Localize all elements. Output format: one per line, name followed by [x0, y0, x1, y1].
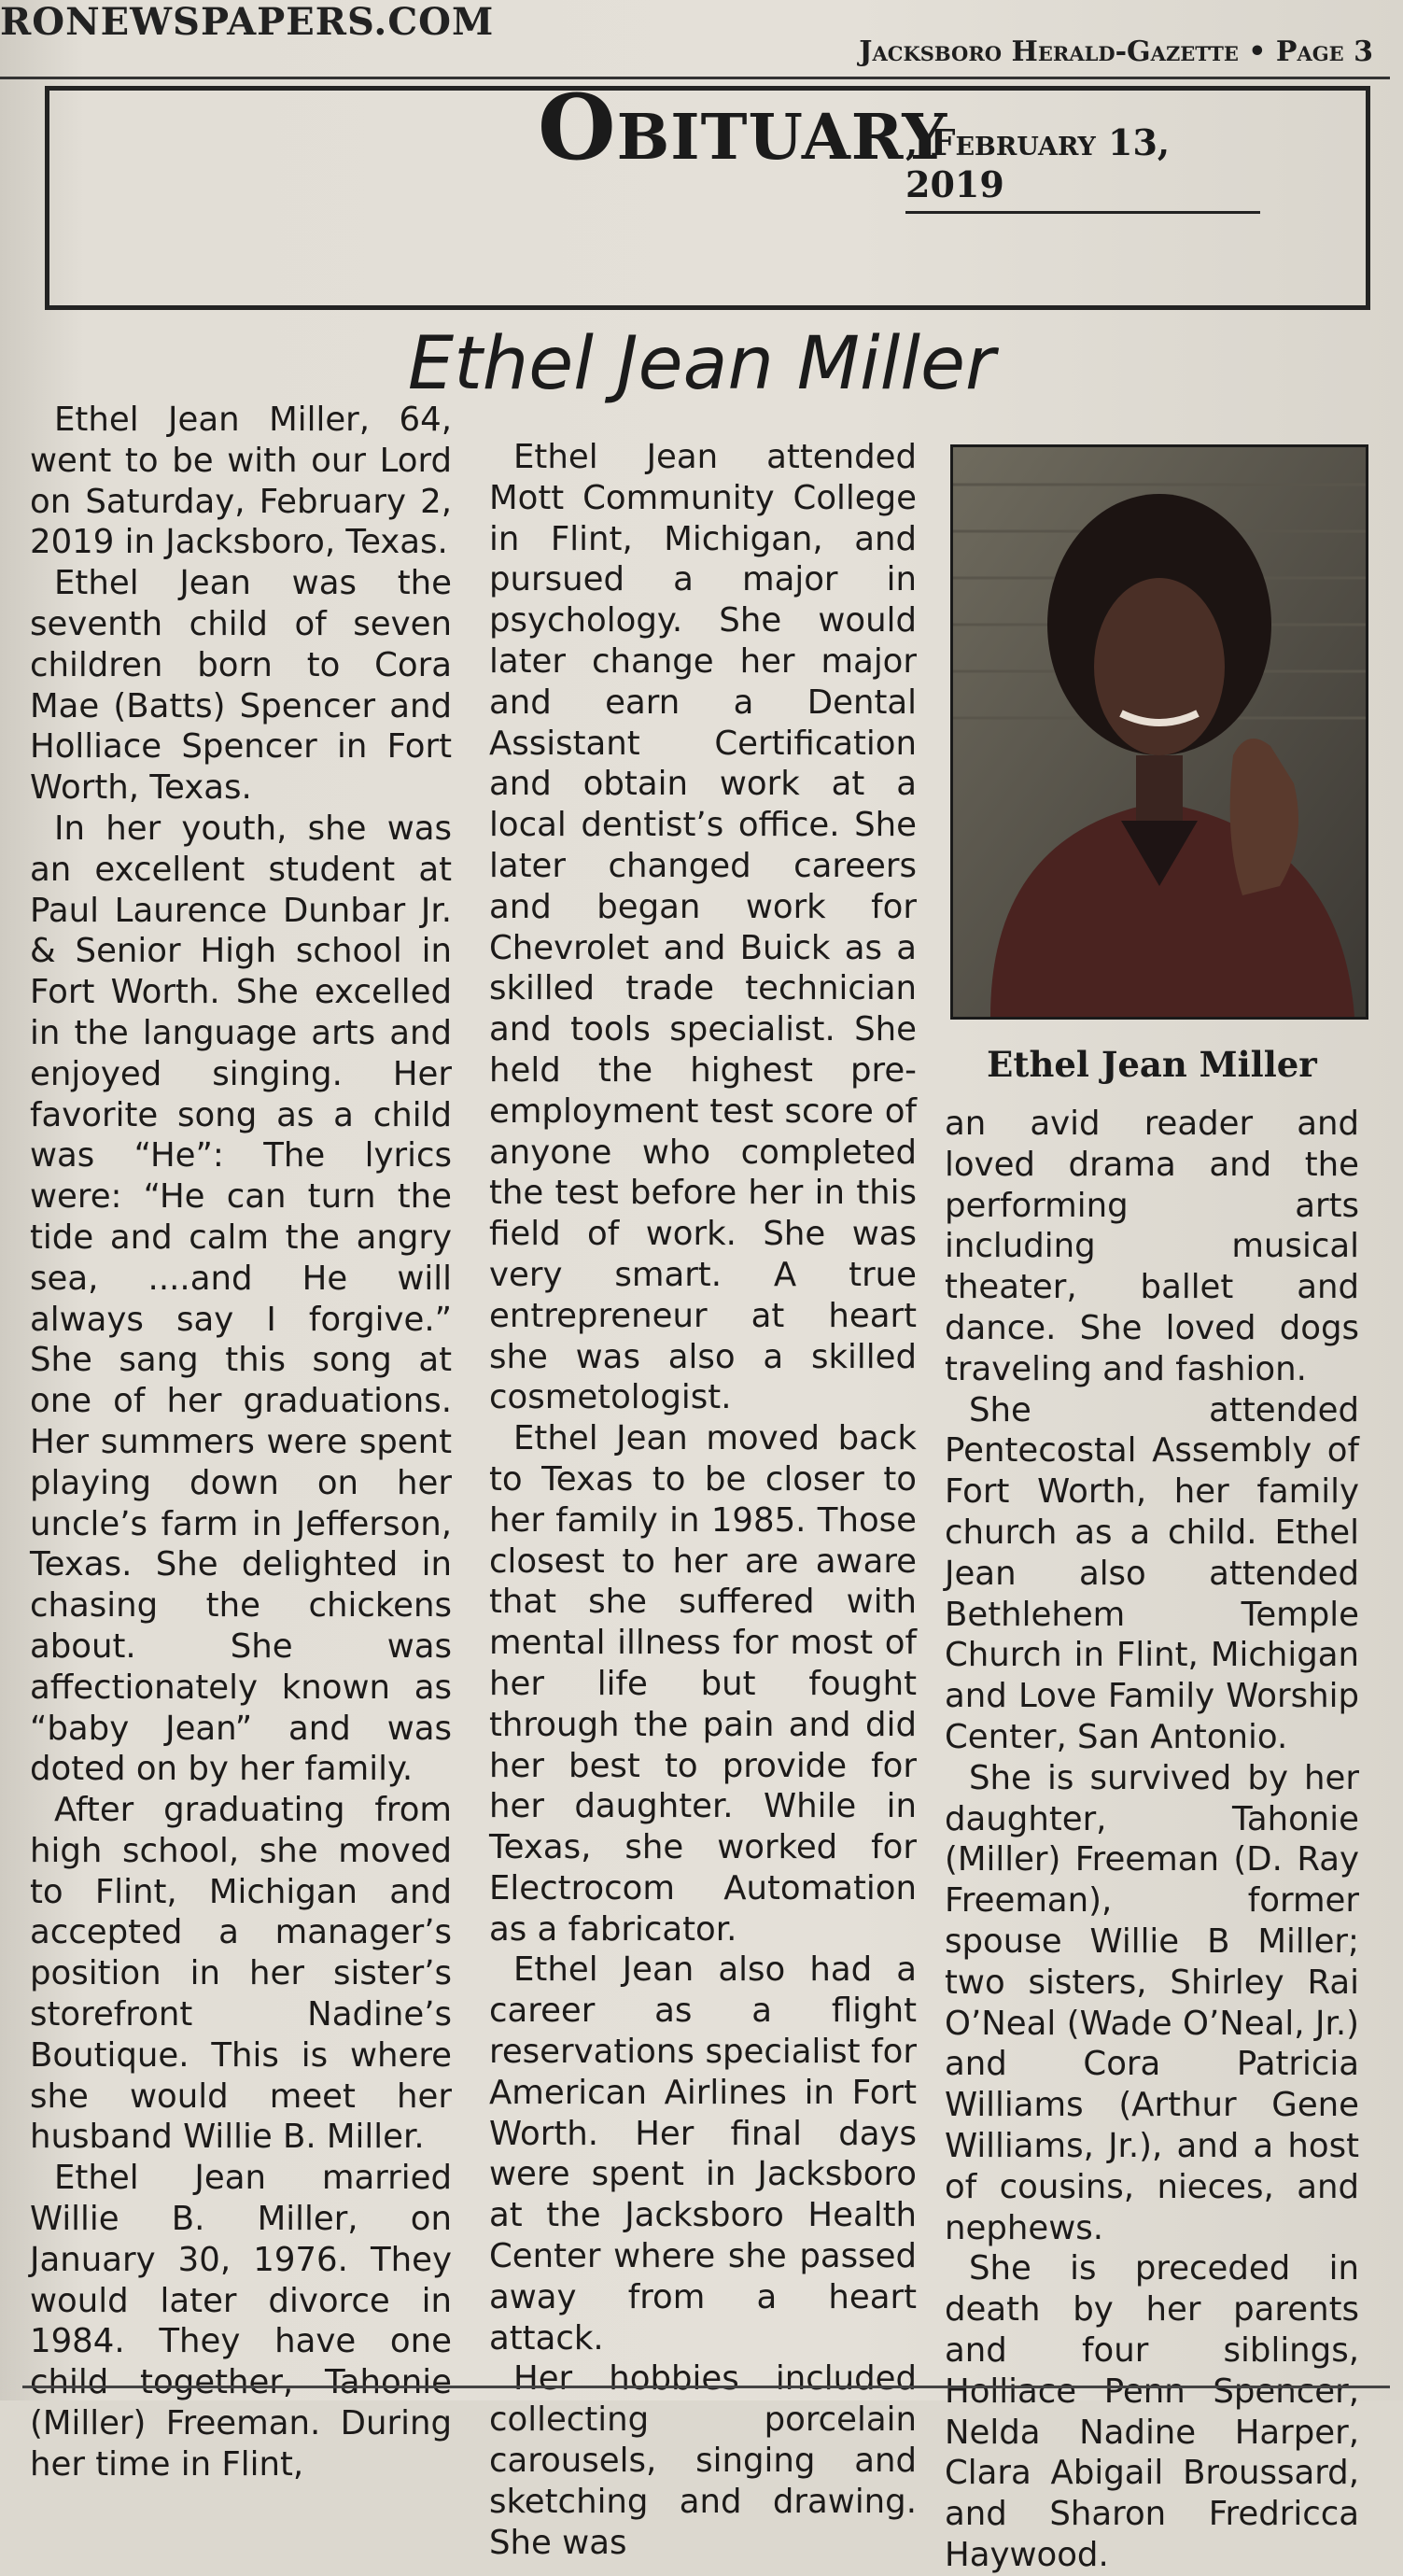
section-title: Obituary: [538, 75, 948, 180]
paragraph: an avid reader and loved drama and the performing arts including musical theater, ballet and dance. She loved dogs traveling and fashion.: [945, 1105, 1359, 1388]
portrait-photo: [950, 444, 1368, 1020]
column-3: [945, 1104, 1359, 2576]
paragraph: Ethel Jean attended Mott Community College in Flint, Michigan, and pursued a major in psychology. She would later change her major and earn a Dental Assistant Certification and obtain work at a local dentist’s office. She later changed careers and began work for Chevrolet and Buick as a skilled trade technician and tools specialist. She held the highest pre-employment test score of anyone who completed the test before her in this field of work. She was very smart. A true entrepreneur at heart she was also a skilled cosmetologist.: [489, 438, 917, 1417]
paragraph: Ethel Jean moved back to Texas to be closer to her family in 1985. Those closest to her are aware that she suffered with mental illness for most of her life but fought through the pain and did her best to provide for her daughter. While in Texas, she worked for Electrocom Automation as a fabricator.: [489, 1419, 917, 1949]
issue-date: , February 13, 2019: [905, 121, 1260, 214]
paragraph: She is survived by her daughter, Tahonie (Miller) Freeman (D. Ray Freeman), former spouse Willie B Miller; two sisters, Shirley Rai O’Neal (Wade O’Neal, Jr.) and Cora Patricia Williams (Arthur Gene Williams, Jr.), and a host of cousins, nieces, and nephews.: [945, 1758, 1359, 2247]
paragraph: Ethel Jean also had a career as a flight reservations specialist for American Airlines in Fort Worth. Her final days were spent in Jacksboro at the Jacksboro Health Center where she passed away from a heart attack.: [489, 1950, 917, 2358]
paragraph: Her hobbies included collecting porcelain carousels, singing and sketching and drawing. She was: [489, 2359, 917, 2562]
portrait-photo-image: [953, 447, 1366, 1017]
paragraph: She is preceded in death by her parents and four siblings, Holliace Penn Spencer, Nelda Nadine Harper, Clara Abigail Broussard, and Sharon Fredricca Haywood.: [945, 2249, 1359, 2574]
paragraph: After graduating from high school, she moved to Flint, Michigan and accepted a manager’s position in her sister’s storefront Nadine’s Boutique. This is where she would meet her husband Willie B. Miller.: [30, 1791, 452, 2157]
footer-rule: [22, 2386, 1390, 2388]
masthead-site: RONEWSPAPERS.COM: [0, 0, 495, 44]
paragraph: Ethel Jean was the seventh child of seven children born to Cora Mae (Batts) Spencer and Holliace Spencer in Fort Worth, Texas.: [30, 564, 452, 808]
paragraph: In her youth, she was an excellent student at Paul Laurence Dunbar Jr. & Senior High school in Fort Worth. She excelled in the language arts and enjoyed singing. Her favorite song as a child was “He”: The lyrics were: “He can turn the tide and calm the angry sea, ....and He will always say I forgive.” She sang this song at one of her graduations. Her summers were spent playing down on her uncle’s farm in Jefferson, Texas. She delighted in chasing the chickens about. She was affectionately known as “baby Jean” and was doted on by her family.: [30, 809, 452, 1789]
paragraph: She attended Pentecostal Assembly of Fort Worth, her family church as a child. Ethel Jean also attended Bethlehem Temple Church in Flint, Michigan and Love Family Worship Center, San Antonio.: [945, 1390, 1359, 1756]
column-2: [489, 437, 917, 2563]
photo-caption: Ethel Jean Miller: [987, 1044, 1317, 1085]
paragraph: Ethel Jean Miller, 64, went to be with our Lord on Saturday, February 2, 2019 in Jacksboro, Texas.: [30, 401, 452, 562]
paragraph: Ethel Jean married Willie B. Miller, on January 30, 1976. They would later divorce in 1984. They have one child together, Tahonie (Miller) Freeman. During her time in Flint,: [30, 2159, 452, 2484]
running-head: Jacksboro Herald-Gazette • Page 3: [859, 35, 1373, 68]
column-1: [30, 400, 452, 2485]
article-title: Ethel Jean Miller: [407, 322, 996, 406]
